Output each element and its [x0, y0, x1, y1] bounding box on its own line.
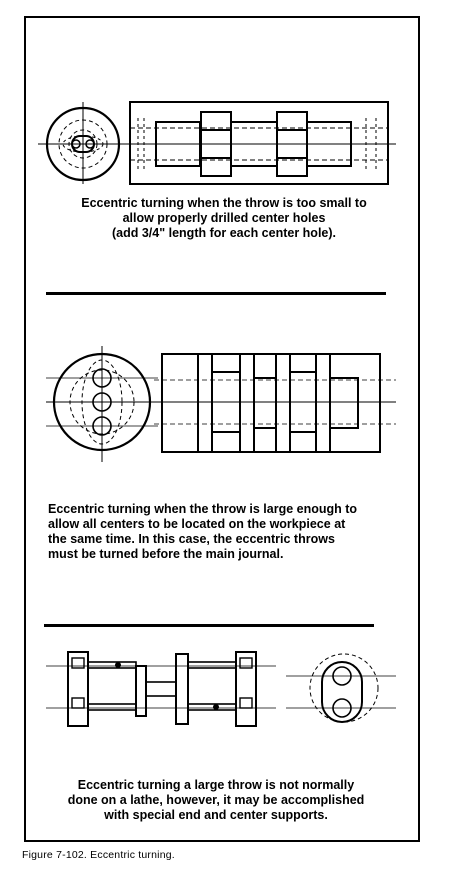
caption-line: done on a lathe, however, it may be accomplished — [67, 793, 365, 807]
section-divider — [44, 624, 374, 627]
section-divider — [46, 292, 386, 295]
caption-line: (add 3/4" length for each center hole). — [111, 226, 337, 240]
diagram-large-throw — [26, 338, 422, 468]
caption-line: allow properly drilled center holes — [122, 211, 326, 225]
caption-special-supports — [26, 778, 406, 823]
diagram-small-throw — [26, 78, 422, 188]
caption-line: allow all centers to be located on the workpiece at — [48, 517, 346, 531]
caption-line: the same time. In this case, the eccentric throws — [48, 532, 335, 546]
caption-small-throw — [26, 196, 422, 241]
figure-frame — [24, 16, 420, 842]
figure-caption: Figure 7-102. Eccentric turning. — [22, 849, 175, 861]
caption-line: Eccentric turning when the throw is too small to — [81, 196, 367, 210]
caption-line: with special end and center supports. — [104, 808, 328, 822]
caption-large-throw — [48, 502, 418, 562]
caption-line: Eccentric turning a large throw is not normally — [77, 778, 355, 792]
diagram-special-supports — [26, 642, 422, 742]
caption-line: Eccentric turning when the throw is large enough to — [48, 502, 358, 516]
caption-line: must be turned before the main journal. — [48, 547, 284, 561]
